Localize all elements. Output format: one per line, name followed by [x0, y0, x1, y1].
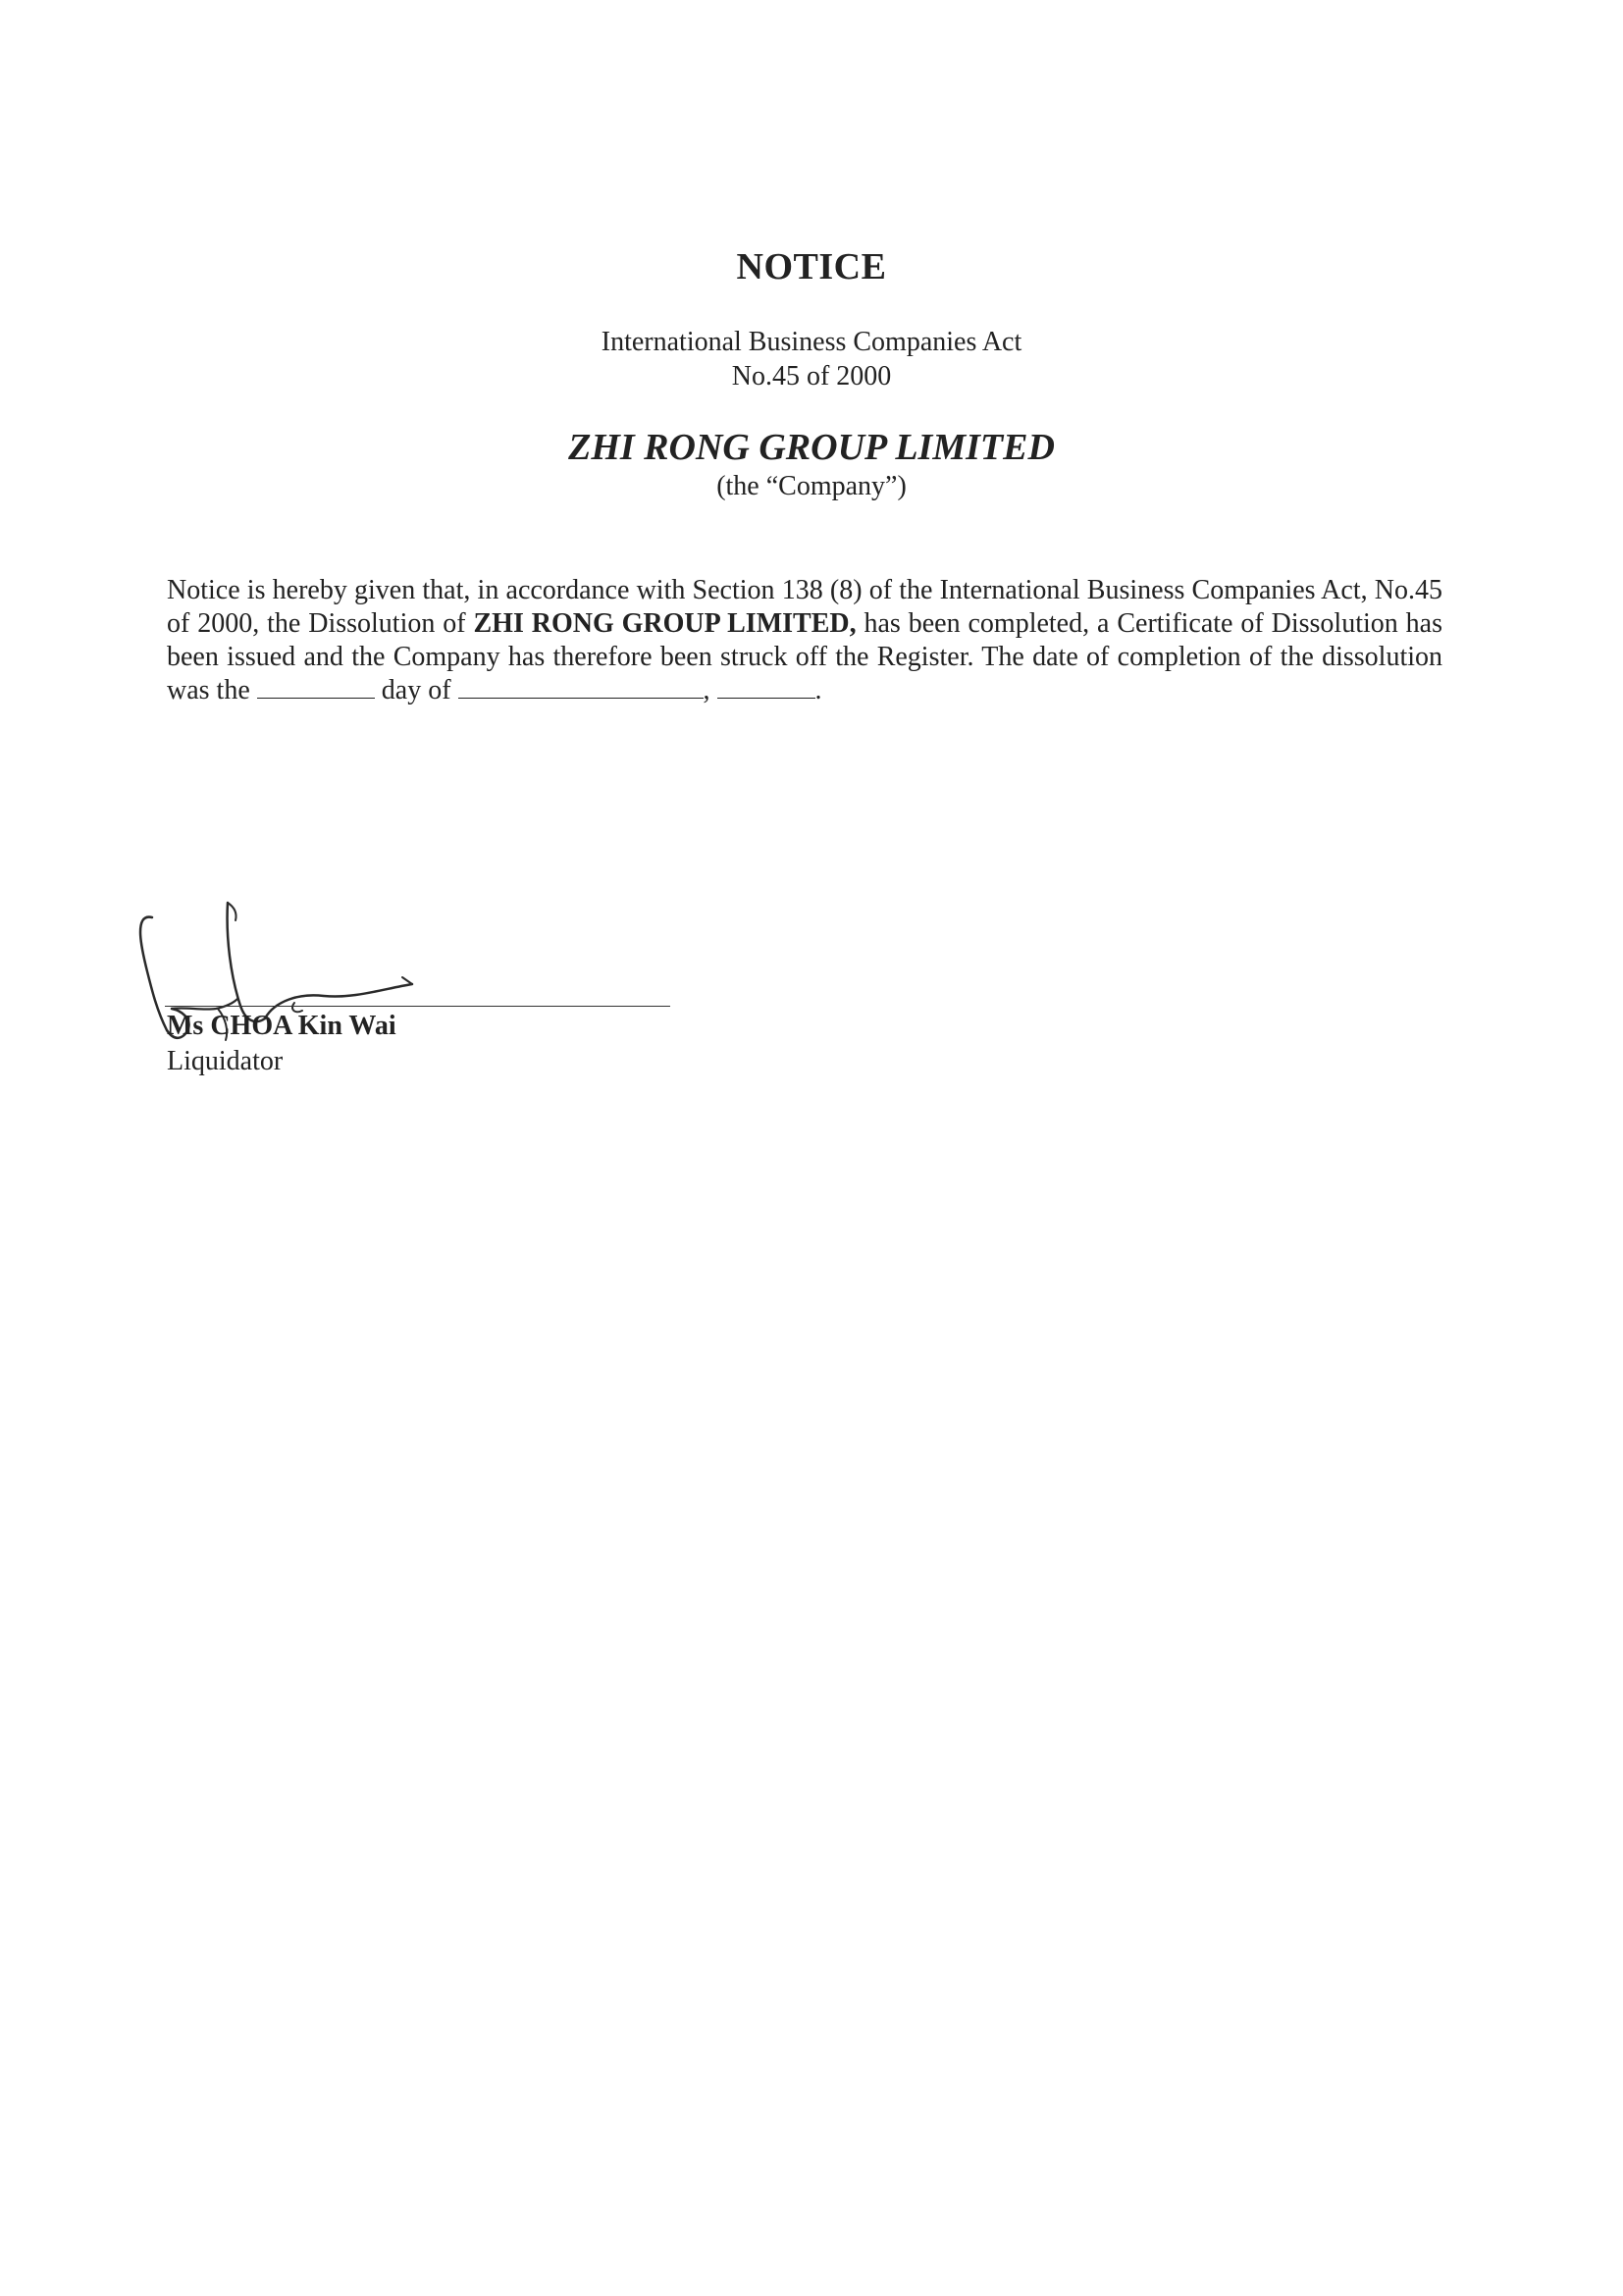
body-text-part1: Notice is hereby given that, in accordance with Section 138 (8) of the International Business Companies Act, No.45 of 2000, the Dissolution of	[167, 575, 1442, 639]
notice-body	[167, 574, 1442, 707]
year-blank	[717, 678, 815, 699]
body-text-part5: .	[814, 675, 822, 705]
company-alias: (the “Company”)	[716, 471, 907, 501]
act-number: No.45 of 2000	[731, 361, 892, 391]
signatory-role: Liquidator	[167, 1046, 284, 1076]
body-company-name: ZHI RONG GROUP LIMITED,	[473, 608, 857, 639]
signature-line	[165, 1006, 670, 1007]
company-name-heading: ZHI RONG GROUP LIMITED	[568, 427, 1055, 468]
day-blank	[257, 678, 375, 699]
body-text-part4: ,	[703, 675, 717, 705]
body-text-part3: day of	[374, 675, 458, 705]
signatory-name: Ms CHOA Kin Wai	[167, 1011, 396, 1041]
act-name: International Business Companies Act	[601, 327, 1022, 357]
body-text-part2: has been completed, a Certificate of Dissolution has been issued and the Company has therefore been struck off the Register. The date of completion of the dissolution was the	[167, 608, 1442, 705]
notice-title: NOTICE	[736, 246, 887, 287]
month-blank	[458, 678, 704, 699]
